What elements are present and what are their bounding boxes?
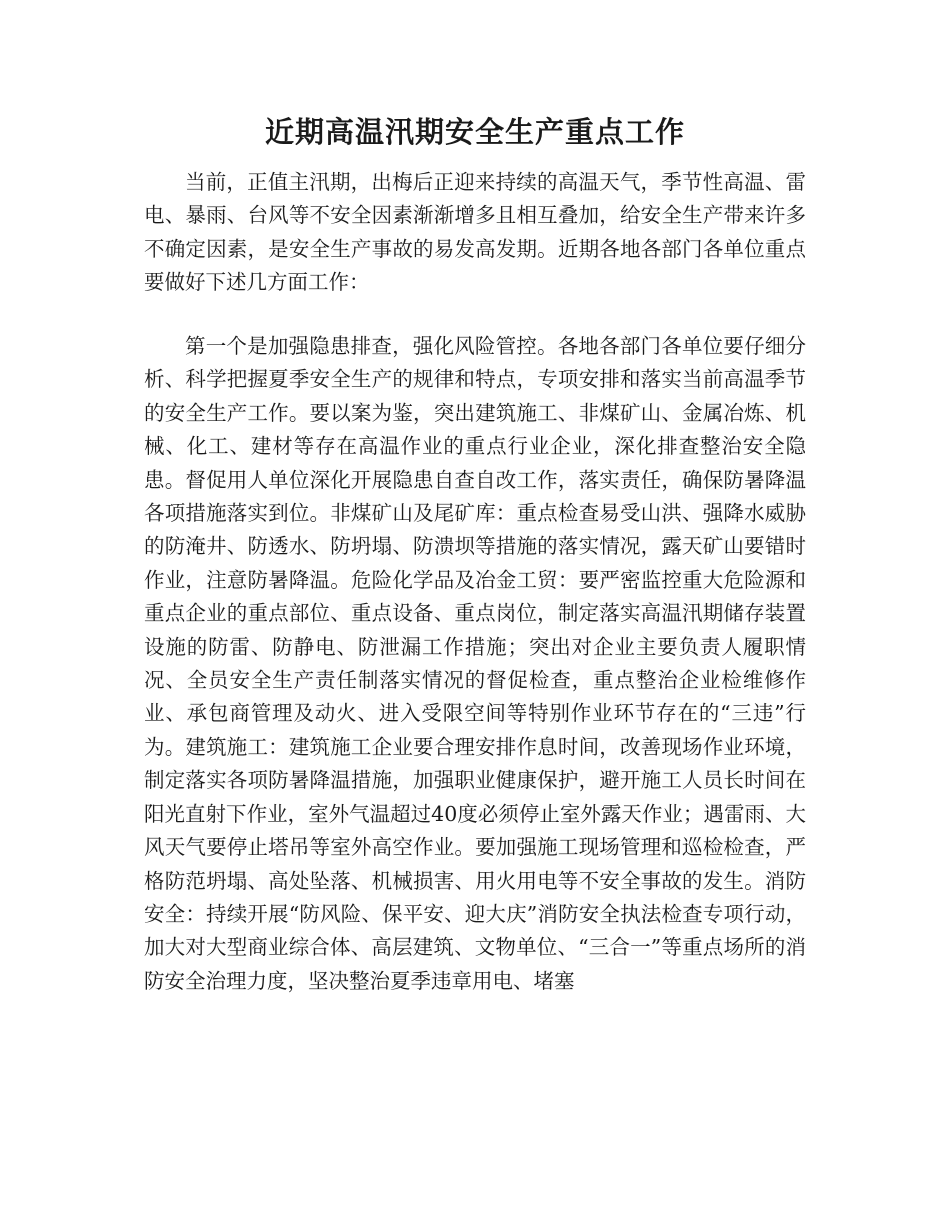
document-title: 近期高温汛期安全生产重点工作 <box>264 115 685 149</box>
paragraph-hazard-inspection: 第一个是加强隐患排查，强化风险管控。各地各部门各单位要仔细分析、科学把握夏季安全生产的规律和特点，专项安排和落实当前高温季节的安全生产工作。要以案为鉴，突出建筑施工、非煤矿山、金属冶炼、机械、化工、建材等存在高温作业的重点行业企业，深化排查整治安全隐患。督促用人单位深化开展隐患自查自改工作，落实责任，确保防暑降温各项措施落实到位。非煤矿山及尾矿库：重点检查易受山洪、强降水威胁的防淹井、防透水、防坍塌、防溃坝等措施的落实情况，露天矿山要错时作业，注意防暑降温。危险化学品及冶金工贸：要严密监控重大危险源和重点企业的重点部位、重点设备、重点岗位，制定落实高温汛期储存装置设施的防雷、防静电、防泄漏工作措施；突出对企业主要负责人履职情况、全员安全生产责任制落实情况的督促检查，重点整治企业检维修作业、承包商管理及动火、进入受限空间等特别作业环节存在的“三违”行为。建筑施工：建筑施工企业要合理安排作息时间，改善现场作业环境，制定落实各项防暑降温措施，加强职业健康保护，避开施工人员长时间在阳光直射下作业，室外气温超过40度必须停止室外露天作业；遇雷雨、大风天气要停止塔吊等室外高空作业。要加强施工现场管理和巡检检查，严格防范坍塌、高处坠落、机械损害、用火用电等不安全事故的发生。消防安全：持续开展“防风险、保平安、迎大庆”消防安全执法检查专项行动，加大对大型商业综合体、高层建筑、文物单位、“三合一”等重点场所的消防安全治理力度，坚决整治夏季违章用电、堵塞 <box>144 334 806 993</box>
paragraph-intro: 当前，正值主汛期，出梅后正迎来持续的高温天气，季节性高温、雷电、暴雨、台风等不安全因素渐渐增多且相互叠加，给安全生产带来许多不确定因素，是安全生产事故的易发高发期。近期各地各部门各单位重点要做好下述几方面工作： <box>144 170 806 295</box>
